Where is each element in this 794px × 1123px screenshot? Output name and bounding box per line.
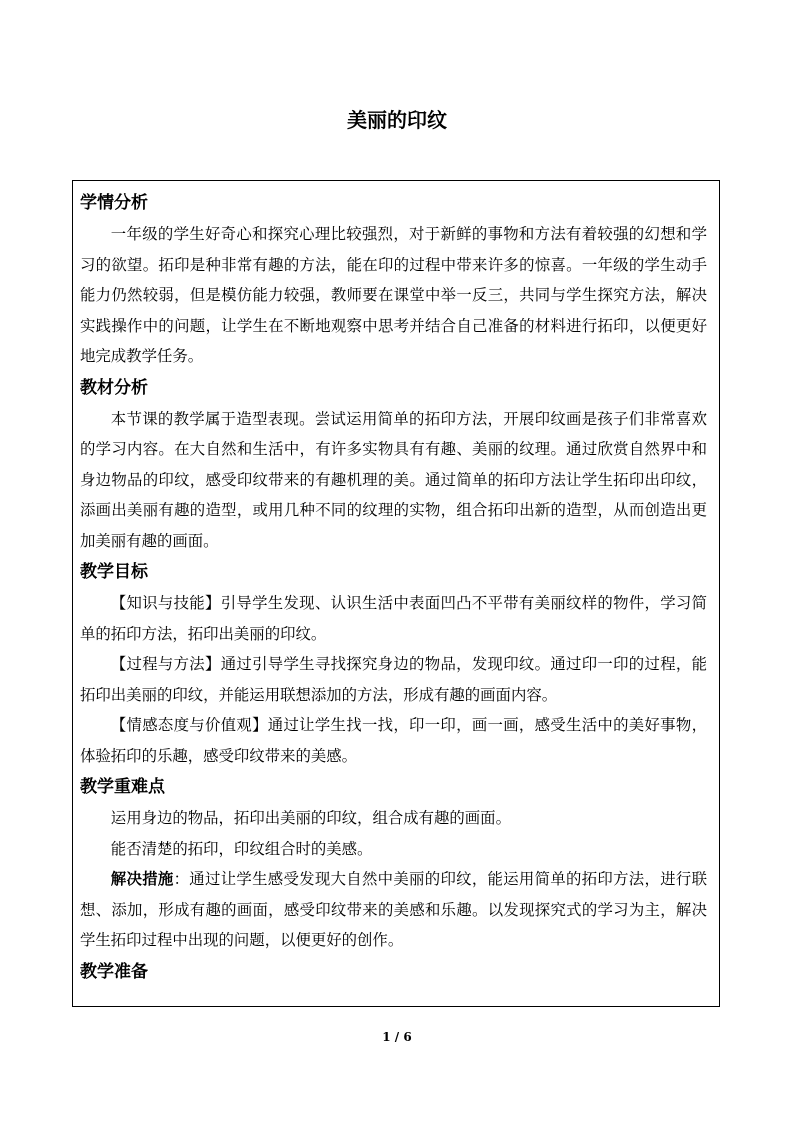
solution-paragraph <box>80 864 707 956</box>
section-heading-learner-analysis: 学情分析 <box>80 193 148 213</box>
goal-text: 引导学生发现、认识生活中表面凹凸不平带有美丽纹样的物件，学习简单的拓印方法，拓印出美丽的印纹。 <box>80 594 707 643</box>
goal-knowledge-skills <box>80 588 707 649</box>
section-heading-key-difficulties: 教学重难点 <box>80 777 165 797</box>
section-heading-teaching-preparation: 教学准备 <box>80 961 148 982</box>
learner-analysis-paragraph: 一年级的学生好奇心和探究心理比较强烈，对于新鲜的事物和方法有着较强的幻想和学习的欲望。拓印是种非常有趣的方法，能在印的过程中带来许多的惊喜。一年级的学生动手能力仍然较弱，但是模仿能力较强，教师要在课堂中举一反三，共同与学生探究方法，解决实践操作中的问题，让学生在不断地观察中思考并结合自己准备的材料进行拓印，以便更好地完成教学任务。 <box>80 225 707 365</box>
page-number: 1 / 6 <box>382 1030 412 1044</box>
difficulty-paragraph: 能否清楚的拓印，印纹组合时的美感。 <box>110 839 373 858</box>
section-heading-teaching-goals: 教学目标 <box>80 562 148 582</box>
lesson-plan-table <box>72 180 720 1007</box>
section-heading-material-analysis: 教材分析 <box>80 377 148 398</box>
solution-colon: ： <box>173 870 190 888</box>
solution-label: 解决措施 <box>110 870 174 888</box>
solution-text: 通过让学生感受发现大自然中美丽的印纹，能运用简单的拓印方法，进行联想、添加，形成有趣的画面，感受印纹带来的美感和乐趣。以发现探究式的学习为主，解决学生拓印过程中出现的问题，以便更好的创作。 <box>80 870 707 949</box>
key-point-paragraph: 运用身边的物品，拓印出美丽的印纹，组合成有趣的画面。 <box>110 809 511 827</box>
material-analysis-paragraph: 本节课的教学属于造型表现。尝试运用简单的拓印方法，开展印纹画是孩子们非常喜欢的学习内容。在大自然和生活中，有许多实物具有有趣、美丽的纹理。通过欣赏自然界中和身边物品的印纹，感受印纹带来的有趣机理的美。通过简单的拓印方法让学生拓印出印纹，添画出美丽有趣的造型，或用几种不同的纹理的实物，组合拓印出新的造型，从而创造出更加美丽有趣的画面。 <box>80 409 707 550</box>
document-title: 美丽的印纹 <box>347 108 447 132</box>
goal-emotion-values <box>80 710 707 771</box>
goal-tag: 【知识与技能】 <box>110 594 221 612</box>
goal-tag: 【情感态度与价值观】 <box>110 716 268 734</box>
goal-text: 通过引导学生寻找探究身边的物品，发现印纹。通过印一印的过程，能拓印出美丽的印纹，并能运用联想添加的方法，形成有趣的画面内容。 <box>80 655 707 704</box>
goal-text: 通过让学生找一找，印一印，画一画，感受生活中的美好事物，体验拓印的乐趣，感受印纹带来的美感。 <box>80 716 707 765</box>
goal-tag: 【过程与方法】 <box>110 655 221 673</box>
goal-process-methods <box>80 649 707 710</box>
